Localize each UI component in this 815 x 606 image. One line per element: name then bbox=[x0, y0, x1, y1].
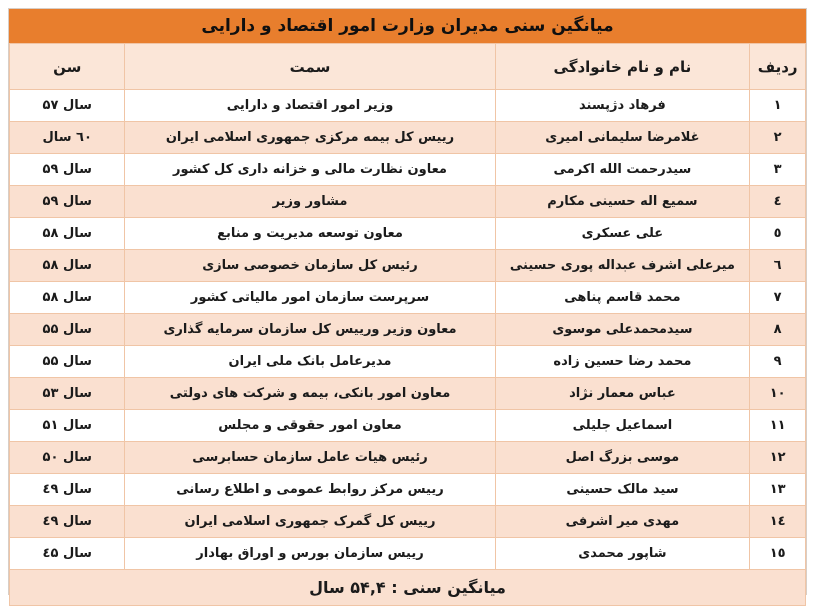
cell-full-name: میرعلی اشرف عبداله پوری حسینی bbox=[495, 250, 750, 282]
table-row bbox=[10, 378, 806, 410]
table-row bbox=[10, 474, 806, 506]
cell-row-number: ۱ bbox=[750, 90, 806, 122]
cell-position: معاون نظارت مالی و خزانه داری کل کشور bbox=[125, 154, 495, 186]
table-row bbox=[10, 410, 806, 442]
cell-position: سرپرست سازمان امور مالیاتی کشور bbox=[125, 282, 495, 314]
cell-row-number: ۱۰ bbox=[750, 378, 806, 410]
cell-age: ۵۹ سال bbox=[10, 154, 125, 186]
cell-full-name: مهدی میر اشرفی bbox=[495, 506, 750, 538]
cell-row-number: ۱۱ bbox=[750, 410, 806, 442]
cell-full-name: علی عسکری bbox=[495, 218, 750, 250]
table-body bbox=[10, 90, 806, 570]
cell-age: ۵۳ سال bbox=[10, 378, 125, 410]
cell-row-number: ۹ bbox=[750, 346, 806, 378]
cell-full-name: سمیع اله حسینی مکارم bbox=[495, 186, 750, 218]
cell-age: ٤۹ سال bbox=[10, 506, 125, 538]
cell-age: ۵۸ سال bbox=[10, 218, 125, 250]
managers-age-table bbox=[9, 43, 806, 606]
header-row bbox=[10, 44, 806, 90]
cell-age: ۵۵ سال bbox=[10, 346, 125, 378]
cell-age: ۵۸ سال bbox=[10, 250, 125, 282]
table-row bbox=[10, 186, 806, 218]
cell-row-number: ۸ bbox=[750, 314, 806, 346]
cell-full-name: محمد قاسم پناهی bbox=[495, 282, 750, 314]
cell-age: ۵۸ سال bbox=[10, 282, 125, 314]
cell-age: ٤۹ سال bbox=[10, 474, 125, 506]
cell-age: ۵۱ سال bbox=[10, 410, 125, 442]
cell-position: معاون امور بانکی، بیمه و شرکت های دولتی bbox=[125, 378, 495, 410]
table-row bbox=[10, 282, 806, 314]
col-header-row-number: ردیف bbox=[750, 44, 806, 90]
cell-position: مدیرعامل بانک ملی ایران bbox=[125, 346, 495, 378]
cell-row-number: ٤ bbox=[750, 186, 806, 218]
cell-position: رییس کل گمرک جمهوری اسلامی ایران bbox=[125, 506, 495, 538]
cell-row-number: ۱۲ bbox=[750, 442, 806, 474]
cell-row-number: ۷ bbox=[750, 282, 806, 314]
table-row bbox=[10, 346, 806, 378]
cell-row-number: ٥ bbox=[750, 218, 806, 250]
managers-table-container bbox=[8, 8, 807, 595]
cell-position: معاون وزیر ورییس کل سازمان سرمایه گذاری bbox=[125, 314, 495, 346]
cell-age: ٦٠ سال bbox=[10, 122, 125, 154]
cell-row-number: ۳ bbox=[750, 154, 806, 186]
cell-full-name: عباس معمار نژاد bbox=[495, 378, 750, 410]
cell-position: وزیر امور اقتصاد و دارایی bbox=[125, 90, 495, 122]
cell-age: ۵۷ سال bbox=[10, 90, 125, 122]
col-header-age: سن bbox=[10, 44, 125, 90]
cell-position: معاون امور حقوقی و مجلس bbox=[125, 410, 495, 442]
cell-full-name: فرهاد دژپسند bbox=[495, 90, 750, 122]
col-header-full-name: نام و نام خانوادگی bbox=[495, 44, 750, 90]
cell-age: ۵۹ سال bbox=[10, 186, 125, 218]
cell-full-name: اسماعیل جلیلی bbox=[495, 410, 750, 442]
cell-age: ۵۵ سال bbox=[10, 314, 125, 346]
col-header-position: سمت bbox=[125, 44, 495, 90]
cell-position: رئیس کل سازمان خصوصی سازی bbox=[125, 250, 495, 282]
average-age-summary: میانگین سنی : ۵۴,۴ سال bbox=[10, 570, 806, 606]
cell-row-number: ۱٥ bbox=[750, 538, 806, 570]
cell-age: ۵۰ سال bbox=[10, 442, 125, 474]
table-row bbox=[10, 250, 806, 282]
cell-row-number: ۲ bbox=[750, 122, 806, 154]
cell-full-name: محمد رضا حسین زاده bbox=[495, 346, 750, 378]
cell-row-number: ٦ bbox=[750, 250, 806, 282]
cell-full-name: موسی بزرگ اصل bbox=[495, 442, 750, 474]
table-row bbox=[10, 506, 806, 538]
table-row bbox=[10, 314, 806, 346]
table-row bbox=[10, 90, 806, 122]
cell-position: رئیس هیات عامل سازمان حسابرسی bbox=[125, 442, 495, 474]
table-footer bbox=[10, 570, 806, 606]
cell-position: رییس کل بیمه مرکزی جمهوری اسلامی ایران bbox=[125, 122, 495, 154]
summary-row bbox=[10, 570, 806, 606]
cell-full-name: سیدرحمت الله اکرمی bbox=[495, 154, 750, 186]
table-row bbox=[10, 154, 806, 186]
cell-position: معاون توسعه مدیریت و منابع bbox=[125, 218, 495, 250]
table-row bbox=[10, 442, 806, 474]
cell-position: مشاور وزیر bbox=[125, 186, 495, 218]
cell-row-number: ۱٤ bbox=[750, 506, 806, 538]
cell-full-name: غلامرضا سلیمانی امیری bbox=[495, 122, 750, 154]
table-row bbox=[10, 218, 806, 250]
cell-position: رییس سازمان بورس و اوراق بهادار bbox=[125, 538, 495, 570]
table-title: میانگین سنی مدیران وزارت امور اقتصاد و دارایی bbox=[9, 9, 806, 43]
table-row bbox=[10, 122, 806, 154]
cell-position: رییس مرکز روابط عمومی و اطلاع رسانی bbox=[125, 474, 495, 506]
table-header bbox=[10, 44, 806, 90]
cell-full-name: سیدمحمدعلی موسوی bbox=[495, 314, 750, 346]
cell-row-number: ۱۳ bbox=[750, 474, 806, 506]
cell-age: ٤۵ سال bbox=[10, 538, 125, 570]
table-row bbox=[10, 538, 806, 570]
cell-full-name: سید مالک حسینی bbox=[495, 474, 750, 506]
cell-full-name: شاپور محمدی bbox=[495, 538, 750, 570]
